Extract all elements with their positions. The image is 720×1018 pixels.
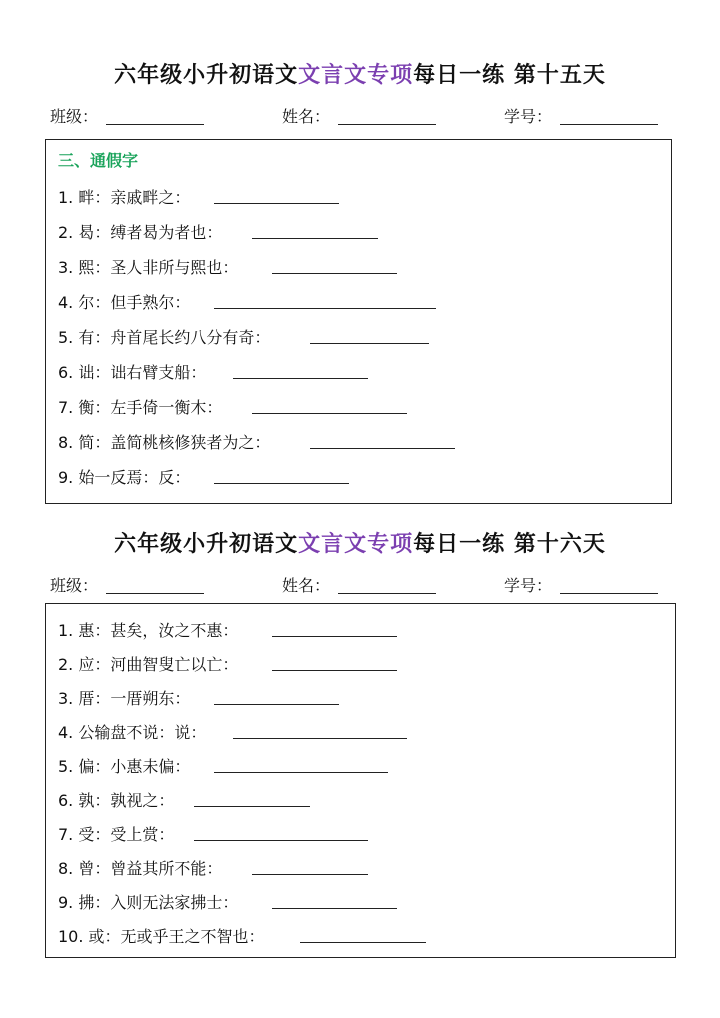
question-item: 5. 偏：小惠未偏： xyxy=(58,757,191,776)
worksheet-title-day15: 六年级小升初语文文言文专项每日一练 第十五天 xyxy=(114,63,606,88)
question-item: 10. 或：无或乎王之不智也： xyxy=(58,927,265,946)
answer-blank[interactable] xyxy=(214,772,388,773)
answer-blank[interactable] xyxy=(194,806,310,807)
answer-blank[interactable] xyxy=(233,378,368,379)
question-item: 3. 厝：一厝朔东： xyxy=(58,689,191,708)
answer-blank[interactable] xyxy=(310,343,429,344)
answer-blank[interactable] xyxy=(272,670,397,671)
title-highlight: 文言文专项 xyxy=(298,63,414,88)
question-item: 3. 熙：圣人非所与熙也： xyxy=(58,258,239,277)
question-item: 2. 曷：缚者曷为者也： xyxy=(58,223,223,242)
question-item: 2. 应：河曲智叟亡以亡： xyxy=(58,655,239,674)
answer-blank[interactable] xyxy=(214,308,436,309)
title-highlight: 文言文专项 xyxy=(298,532,414,557)
question-item: 4. 公输盘不说：说： xyxy=(58,723,207,742)
student-number-field[interactable] xyxy=(560,593,658,594)
question-item: 7. 受：受上赏： xyxy=(58,825,175,844)
student-info-row-day15 xyxy=(0,104,720,128)
answer-blank[interactable] xyxy=(272,636,397,637)
student-info-row-day16 xyxy=(0,573,720,597)
worksheet-title-day16: 六年级小升初语文文言文专项每日一练 第十六天 xyxy=(114,532,606,557)
question-item: 1. 畔：亲戚畔之： xyxy=(58,188,191,207)
answer-blank[interactable] xyxy=(272,908,397,909)
student-number-field[interactable] xyxy=(560,124,658,125)
class-label: 班级： xyxy=(50,576,99,595)
class-field[interactable] xyxy=(106,593,204,594)
answer-blank[interactable] xyxy=(300,942,426,943)
question-item: 1. 惠：甚矣，汝之不惠： xyxy=(58,621,239,640)
student-number-label: 学号： xyxy=(504,107,553,126)
answer-blank[interactable] xyxy=(233,738,407,739)
answer-blank[interactable] xyxy=(252,413,407,414)
name-label: 姓名： xyxy=(282,107,331,126)
answer-blank[interactable] xyxy=(214,203,339,204)
question-item: 4. 尔：但手熟尔： xyxy=(58,293,191,312)
question-item: 9. 拂：入则无法家拂士： xyxy=(58,893,239,912)
question-item: 6. 孰：孰视之： xyxy=(58,791,175,810)
answer-blank[interactable] xyxy=(272,273,397,274)
answer-blank[interactable] xyxy=(252,874,368,875)
question-item: 6. 诎：诎右臂支船： xyxy=(58,363,207,382)
answer-blank[interactable] xyxy=(252,238,378,239)
answer-blank[interactable] xyxy=(310,448,455,449)
question-item: 8. 曾：曾益其所不能： xyxy=(58,859,223,878)
question-item: 8. 简：盖简桃核修狭者为之： xyxy=(58,433,271,452)
class-label: 班级： xyxy=(50,107,99,126)
name-field[interactable] xyxy=(338,124,436,125)
name-label: 姓名： xyxy=(282,576,331,595)
section-heading: 三、通假字 xyxy=(58,151,139,170)
answer-blank[interactable] xyxy=(214,704,339,705)
answer-blank[interactable] xyxy=(194,840,368,841)
class-field[interactable] xyxy=(106,124,204,125)
question-item: 5. 有：舟首尾长约八分有奇： xyxy=(58,328,271,347)
student-number-label: 学号： xyxy=(504,576,553,595)
question-item: 9. 始一反焉：反： xyxy=(58,468,191,487)
answer-blank[interactable] xyxy=(214,483,349,484)
name-field[interactable] xyxy=(338,593,436,594)
question-item: 7. 衡：左手倚一衡木： xyxy=(58,398,223,417)
